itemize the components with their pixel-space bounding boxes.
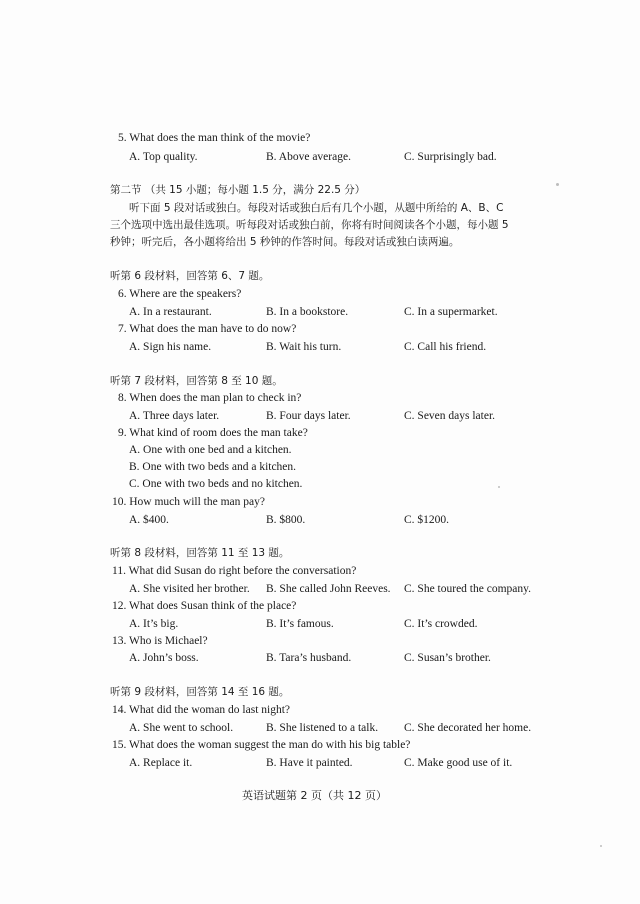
question-6-stem: 6. Where are the speakers? [118,288,242,300]
q6-option-c: C. In a supermarket. [404,306,498,318]
q10-option-c: C. $1200. [404,514,450,526]
question-12-stem: 12. What does Susan think of the place? [112,600,297,612]
q9-option-a: A. One with one bed and a kitchen. [129,444,292,456]
q13-option-b: B. Tara’s husband. [266,652,352,664]
q12-option-b: B. It’s famous. [266,618,334,630]
q13-option-a: A. John’s boss. [129,652,199,664]
q14-option-c: C. She decorated her home. [404,722,532,734]
group-8-heading: 听第 8 段材料，回答第 11 至 13 题。 [110,547,290,559]
q7-option-b: B. Wait his turn. [266,341,342,353]
question-7-stem: 7. What does the man have to do now? [118,323,297,335]
q15-option-a: A. Replace it. [129,757,193,769]
scan-speck [600,845,602,847]
q6-option-b: B. In a bookstore. [266,306,349,318]
q13-option-c: C. Susan’s brother. [404,652,491,664]
q10-option-b: B. $800. [266,514,306,526]
question-8-stem: 8. When does the man plan to check in? [118,392,302,404]
q7-option-a: A. Sign his name. [129,341,212,353]
group-6-heading: 听第 6 段材料，回答第 6、7 题。 [110,270,270,282]
q12-option-a: A. It’s big. [129,618,179,630]
scan-speck [556,183,559,186]
q12-option-c: C. It’s crowded. [404,618,478,630]
scan-speck [498,486,500,488]
section-2-instruction-2: 三个选项中选出最佳选项。听每段对话或独白前，你将有时间阅读各个小题，每小题 5 [110,219,509,231]
q5-option-b: B. Above average. [266,151,351,163]
q11-option-b: B. She called John Reeves. [266,583,391,595]
q8-option-c: C. Seven days later. [404,410,496,422]
question-10-stem: 10. How much will the man pay? [112,496,265,508]
q14-option-b: B. She listened to a talk. [266,722,379,734]
q9-option-b: B. One with two beds and a kitchen. [129,461,297,473]
q9-option-c: C. One with two beds and no kitchen. [129,478,303,490]
group-9-heading: 听第 9 段材料，回答第 14 至 16 题。 [110,686,290,698]
group-7-heading: 听第 7 段材料，回答第 8 至 10 题。 [110,375,283,387]
q15-option-c: C. Make good use of it. [404,757,513,769]
question-9-stem: 9. What kind of room does the man take? [118,427,308,439]
question-5-stem: 5. What does the man think of the movie? [118,132,311,144]
q11-option-c: C. She toured the company. [404,583,532,595]
question-14-stem: 14. What did the woman do last night? [112,704,291,716]
q8-option-b: B. Four days later. [266,410,351,422]
q5-option-c: C. Surprisingly bad. [404,151,497,163]
section-2-instruction-3: 秒钟；听完后，各小题将给出 5 秒钟的作答时间。每段对话或独白读两遍。 [110,236,460,248]
question-15-stem: 15. What does the woman suggest the man do with his big table? [112,739,411,751]
page-footer: 英语试题第 2 页（共 12 页） [242,789,387,802]
question-13-stem: 13. Who is Michael? [112,635,208,647]
q7-option-c: C. Call his friend. [404,341,487,353]
q11-option-a: A. She visited her brother. [129,583,250,595]
q8-option-a: A. Three days later. [129,410,220,422]
q10-option-a: A. $400. [129,514,169,526]
q14-option-a: A. She went to school. [129,722,234,734]
q15-option-b: B. Have it painted. [266,757,353,769]
section-2-heading: 第二节 （共 15 小题；每小题 1.5 分，满分 22.5 分） [110,184,366,196]
q6-option-a: A. In a restaurant. [129,306,212,318]
question-11-stem: 11. What did Susan do right before the conversation? [112,565,357,577]
section-2-instruction-1: 听下面 5 段对话或独白。每段对话或独白后有几个小题，从题中所给的 A、B、C [129,202,504,214]
q5-option-a: A. Top quality. [129,151,198,163]
